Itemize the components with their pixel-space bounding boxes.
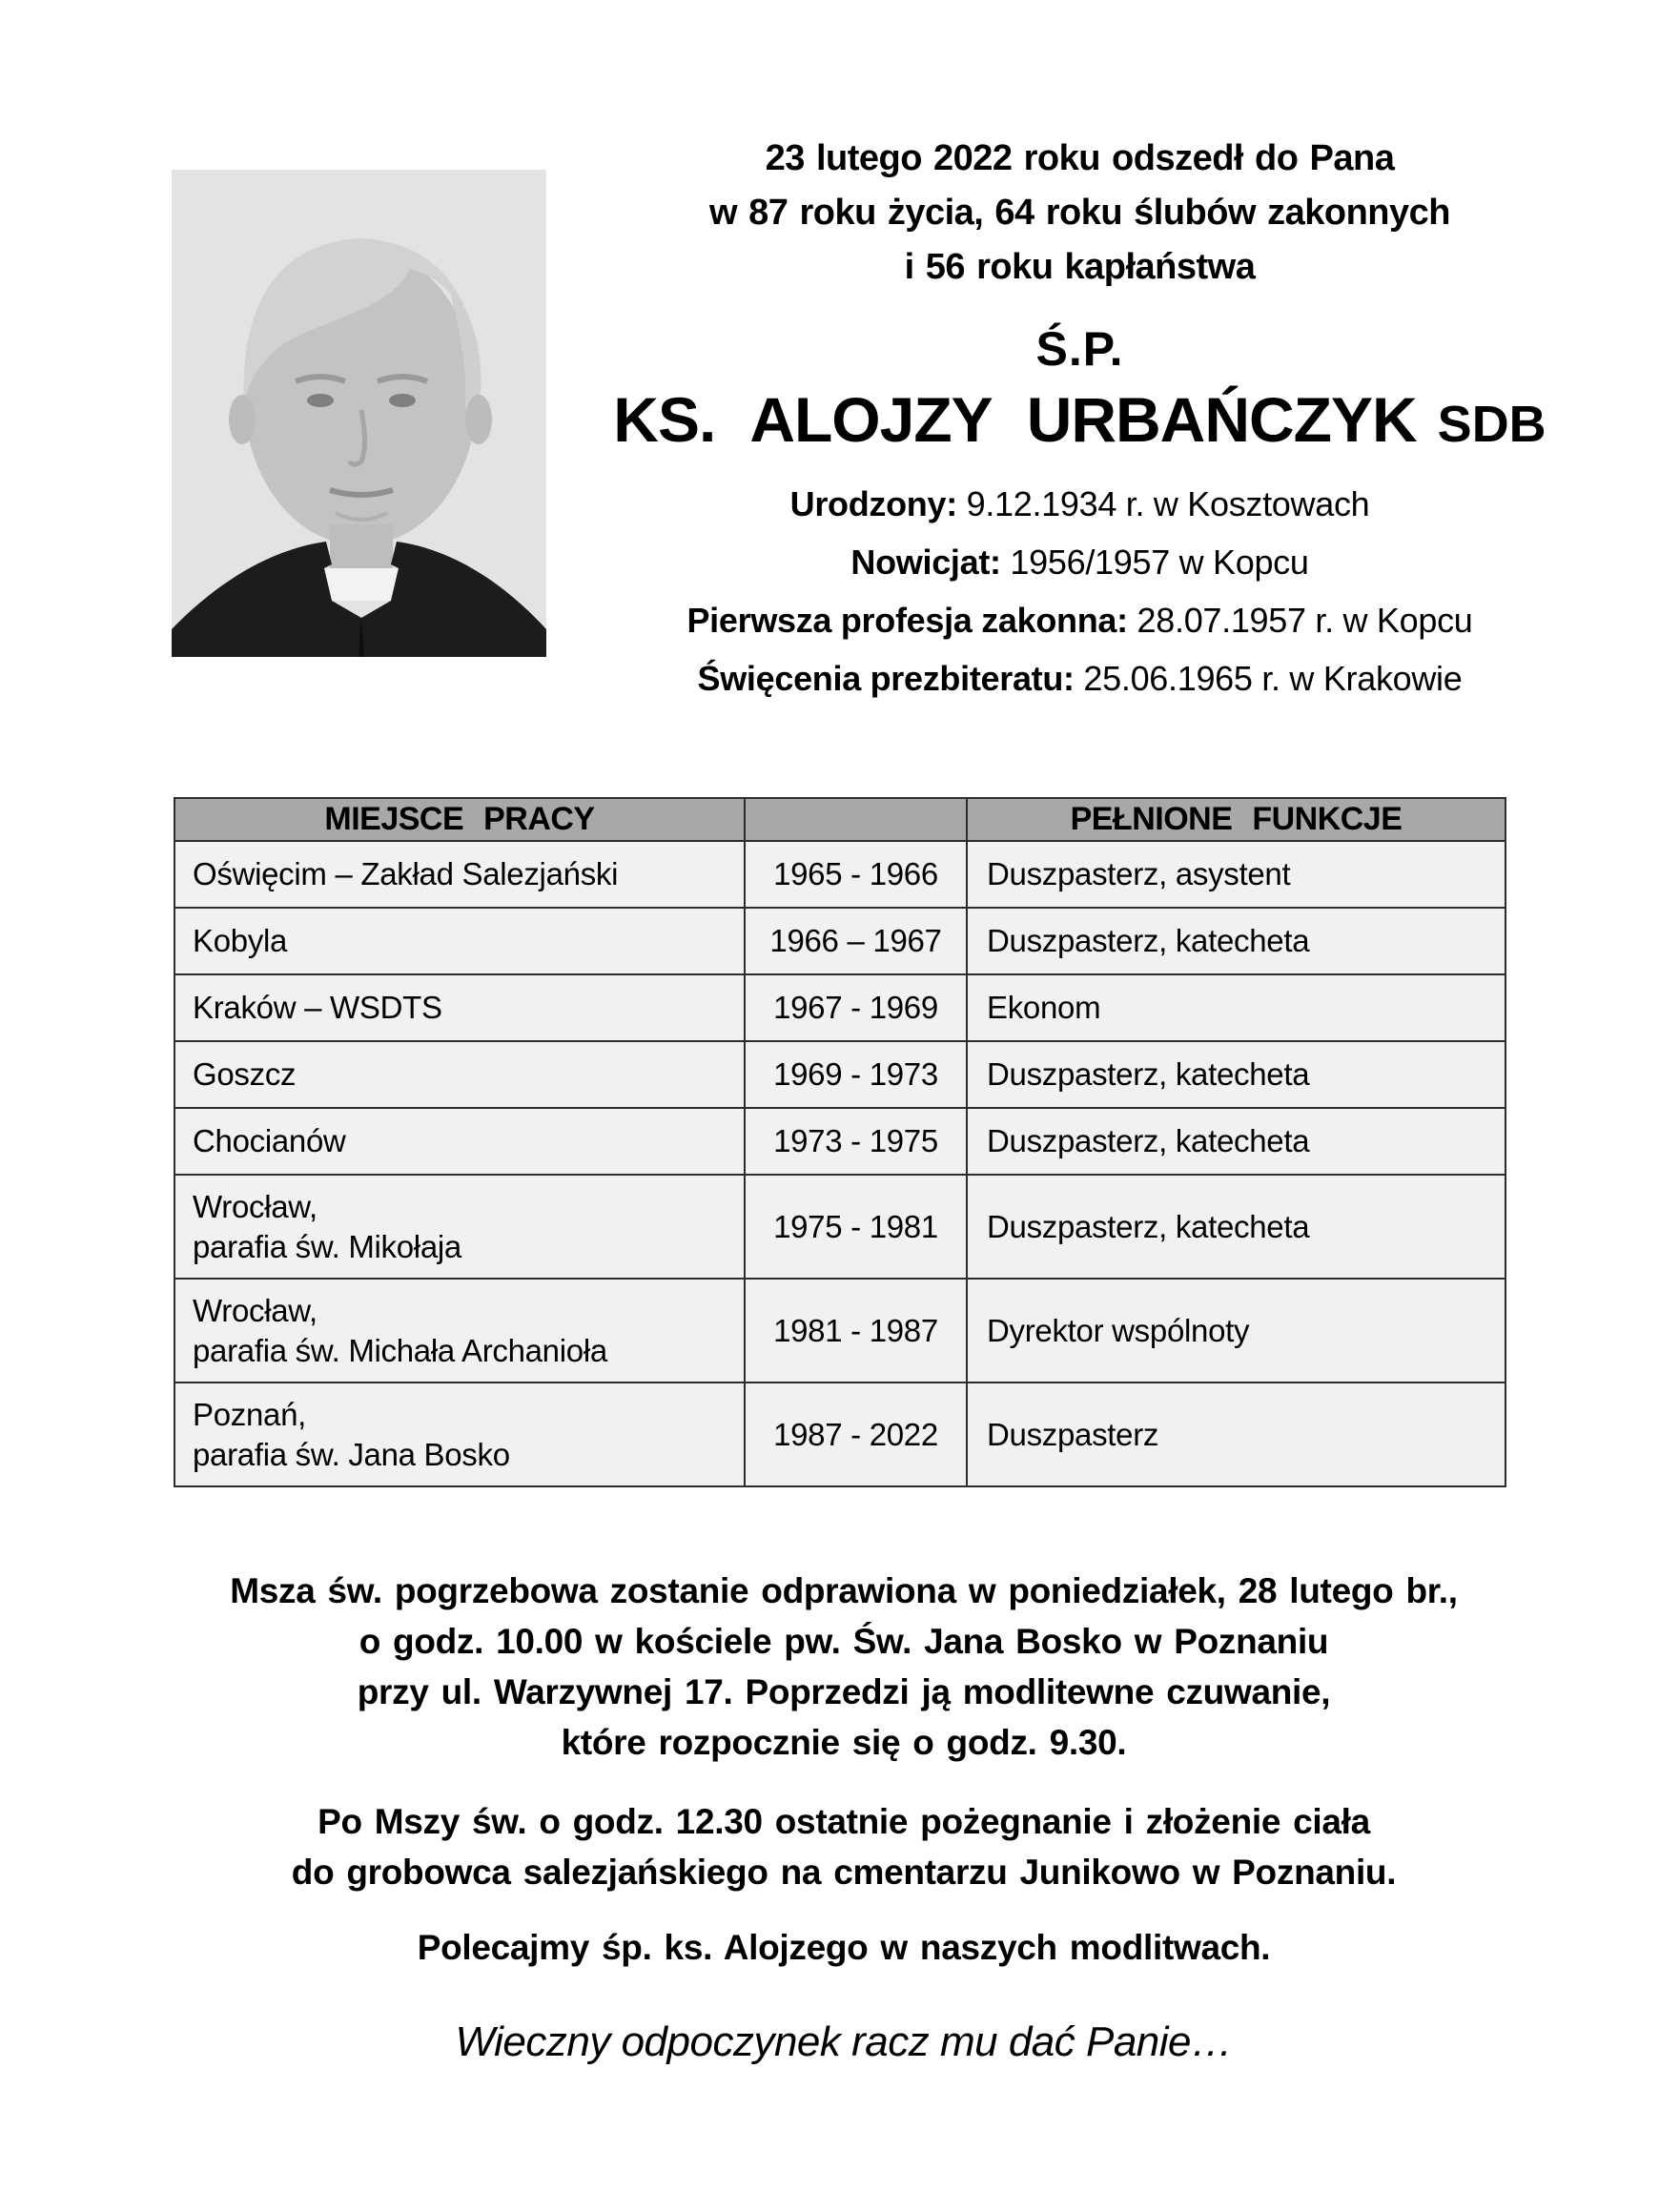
announce-line: Polecajmy śp. ks. Alojzego w naszych modlitwach. <box>417 1928 1271 1967</box>
table-row <box>174 1382 1505 1486</box>
announce-line: o godz. 10.00 w kościele pw. Św. Jana Bosko w Poznaniu <box>358 1622 1329 1661</box>
name-suffix: SDB <box>1437 396 1546 453</box>
name-last: URBAŃCZYK <box>1026 384 1417 455</box>
detail-first-profession: Pierwsza profesja zakonna: 28.07.1957 r. w Kopcu <box>686 601 1473 640</box>
table-row <box>174 908 1505 974</box>
biography-details <box>515 475 1645 707</box>
table-row <box>174 1108 1505 1175</box>
functions-cell: Duszpasterz, katecheta <box>967 908 1505 974</box>
functions-cell: Duszpasterz, katecheta <box>967 1041 1505 1108</box>
portrait-photo <box>172 170 546 657</box>
header-workplace: MIEJSCE PRACY <box>174 798 745 841</box>
functions-cell: Duszpasterz, katecheta <box>967 1175 1505 1279</box>
years-cell: 1973 - 1975 <box>745 1108 967 1175</box>
funeral-mass-paragraph <box>14 1566 1659 1768</box>
place-cell: Poznań, parafia św. Jana Bosko <box>174 1382 745 1486</box>
place-cell: Chocianów <box>174 1108 745 1175</box>
years-cell: 1975 - 1981 <box>745 1175 967 1279</box>
prayer-request-paragraph <box>14 1922 1659 1973</box>
place-cell: Goszcz <box>174 1041 745 1108</box>
announce-line: do grobowca salezjańskiego na cmentarzu Junikowo w Poznaniu. <box>291 1853 1397 1892</box>
header-functions: PEŁNIONE FUNKCJE <box>967 798 1505 841</box>
priesthood-years-line: i 56 roku kapłaństwa <box>904 247 1256 287</box>
sp-abbreviation: Ś.P. <box>1035 322 1124 376</box>
death-date-line: 23 lutego 2022 roku odszedł do Pana <box>765 138 1395 178</box>
functions-cell: Duszpasterz <box>967 1382 1505 1486</box>
table-row <box>174 1175 1505 1279</box>
functions-cell: Duszpasterz, katecheta <box>967 1108 1505 1175</box>
detail-ordination: Święcenia prezbiteratu: 25.06.1965 r. w Krakowie <box>697 659 1463 698</box>
table-row <box>174 1279 1505 1382</box>
name-first: ALOJZY <box>749 384 993 455</box>
place-cell: Wrocław, parafia św. Michała Archanioła <box>174 1279 745 1382</box>
detail-born: Urodzony: 9.12.1934 r. w Kosztowach <box>789 484 1370 523</box>
farewell-line: Wieczny odpoczynek racz mu dać Panie… <box>455 2018 1233 2065</box>
functions-cell: Ekonom <box>967 974 1505 1041</box>
name-prefix: KS. <box>613 384 716 455</box>
header-block <box>515 132 1645 707</box>
detail-novitiate: Nowicjat: 1956/1957 w Kopcu <box>850 543 1309 582</box>
age-line: w 87 roku życia, 64 roku ślubów zakonnych <box>709 193 1450 233</box>
announce-line: przy ul. Warzywnej 17. Poprzedzi ją modlitewne czuwanie, <box>357 1672 1331 1711</box>
work-history-table <box>174 797 1506 1487</box>
place-cell: Kraków – WSDTS <box>174 974 745 1041</box>
years-cell: 1965 - 1966 <box>745 841 967 908</box>
years-cell: 1967 - 1969 <box>745 974 967 1041</box>
table-row <box>174 841 1505 908</box>
table-row <box>174 1041 1505 1108</box>
years-cell: 1987 - 2022 <box>745 1382 967 1486</box>
announce-line: Msza św. pogrzebowa zostanie odprawiona w poniedziałek, 28 lutego br., <box>230 1571 1458 1610</box>
functions-cell: Dyrektor wspólnoty <box>967 1279 1505 1382</box>
announce-line: które rozpocznie się o godz. 9.30. <box>561 1723 1127 1762</box>
burial-paragraph <box>14 1796 1659 1897</box>
header-years <box>745 798 967 841</box>
deceased-name <box>515 384 1645 460</box>
years-cell: 1969 - 1973 <box>745 1041 967 1108</box>
years-cell: 1981 - 1987 <box>745 1279 967 1382</box>
table-header-row <box>174 798 1505 841</box>
announce-line: Po Mszy św. o godz. 12.30 ostatnie pożegnanie i złożenie ciała <box>317 1802 1370 1841</box>
place-cell: Oświęcim – Zakład Salezjański <box>174 841 745 908</box>
functions-cell: Duszpasterz, asystent <box>967 841 1505 908</box>
table-row <box>174 974 1505 1041</box>
years-cell: 1966 – 1967 <box>745 908 967 974</box>
place-cell: Wrocław, parafia św. Mikołaja <box>174 1175 745 1279</box>
place-cell: Kobyla <box>174 908 745 974</box>
